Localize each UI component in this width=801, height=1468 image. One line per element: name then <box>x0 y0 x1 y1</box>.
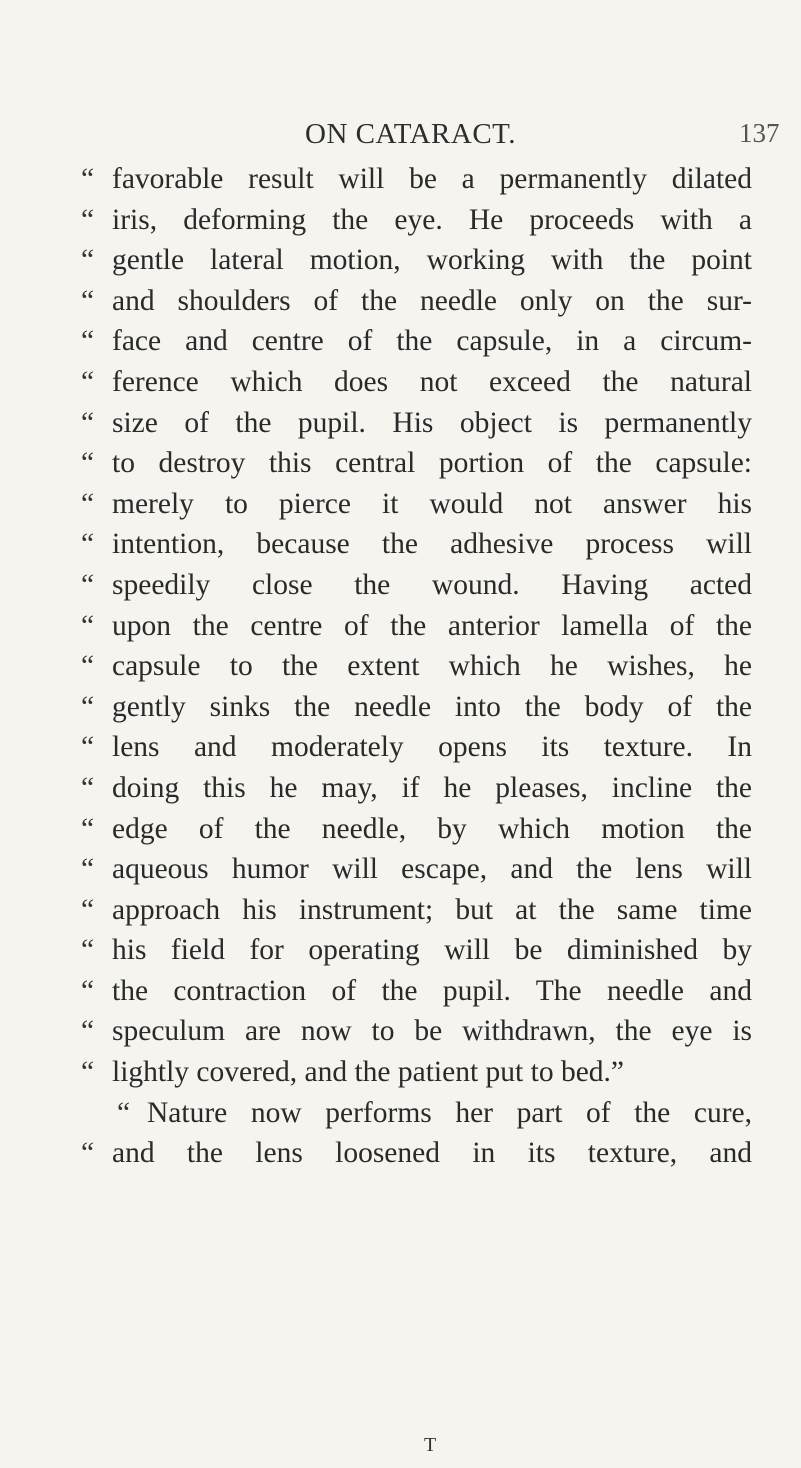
opening-quote-mark: “ <box>81 487 95 520</box>
line-text: his field for operating will be diminished by <box>112 934 752 967</box>
text-line <box>0 362 801 403</box>
signature-mark: T <box>424 1434 437 1456</box>
text-line <box>0 403 801 444</box>
opening-quote-mark: “ <box>81 974 95 1007</box>
page-title: ON CATARACT. <box>305 118 516 150</box>
line-text: size of the pupil. His object is permanently <box>112 406 752 439</box>
opening-quote-mark: “ <box>81 284 95 317</box>
line-text: gently sinks the needle into the body of the <box>112 690 752 723</box>
text-line <box>0 240 801 281</box>
text-line <box>0 281 801 322</box>
opening-quote-mark: “ <box>81 650 95 683</box>
line-text: and shoulders of the needle only on the sur- <box>112 284 752 317</box>
text-line <box>0 930 801 971</box>
text-line <box>0 727 801 768</box>
line-text: aqueous humor will escape, and the lens will <box>112 853 752 886</box>
text-line <box>0 443 801 484</box>
opening-quote-mark: “ <box>81 690 95 723</box>
text-line <box>0 971 801 1012</box>
opening-quote-mark: “ <box>81 853 95 886</box>
body-text <box>0 159 801 1174</box>
line-text: and the lens loosened in its texture, and <box>112 1137 752 1170</box>
opening-quote-mark: “ <box>81 731 95 764</box>
opening-quote-mark: “ <box>117 1096 131 1129</box>
opening-quote-mark: “ <box>81 1015 95 1048</box>
opening-quote-mark: “ <box>81 406 95 439</box>
opening-quote-mark: “ <box>81 528 95 561</box>
text-line <box>0 159 801 200</box>
text-line <box>0 606 801 647</box>
text-line <box>0 768 801 809</box>
opening-quote-mark: “ <box>81 812 95 845</box>
opening-quote-mark: “ <box>81 447 95 480</box>
line-text: face and centre of the capsule, in a circum- <box>112 325 752 358</box>
text-line <box>0 565 801 606</box>
text-line <box>0 1011 801 1052</box>
line-text: gentle lateral motion, working with the point <box>112 244 752 277</box>
text-line <box>0 687 801 728</box>
opening-quote-mark: “ <box>81 934 95 967</box>
opening-quote-mark: “ <box>81 1056 95 1089</box>
running-head <box>0 118 801 158</box>
line-text: doing this he may, if he pleases, incline the <box>112 771 752 804</box>
page-number: 137 <box>739 118 780 148</box>
text-line <box>0 1133 801 1174</box>
text-line <box>0 1052 801 1093</box>
line-text: iris, deforming the eye. He proceeds with a <box>112 203 752 236</box>
line-text: upon the centre of the anterior lamella of the <box>112 609 752 642</box>
line-text: lightly covered, and the patient put to bed.” <box>112 1056 625 1089</box>
opening-quote-mark: “ <box>81 325 95 358</box>
line-text: edge of the needle, by which motion the <box>112 812 752 845</box>
text-line <box>0 809 801 850</box>
text-line <box>0 524 801 565</box>
line-text: merely to pierce it would not answer his <box>112 487 752 520</box>
opening-quote-mark: “ <box>81 1137 95 1170</box>
line-text: Nature now performs her part of the cure, <box>147 1096 752 1129</box>
text-line <box>0 646 801 687</box>
text-line <box>0 200 801 241</box>
line-text: favorable result will be a permanently dilated <box>112 163 752 195</box>
opening-quote-mark: “ <box>81 893 95 926</box>
line-text: ference which does not exceed the natural <box>112 365 752 398</box>
text-line <box>0 484 801 525</box>
opening-quote-mark: “ <box>81 609 95 642</box>
text-line <box>0 321 801 362</box>
opening-quote-mark: “ <box>81 568 95 601</box>
line-text: lens and moderately opens its texture. In <box>112 731 752 764</box>
text-line <box>0 1093 801 1134</box>
line-text: the contraction of the pupil. The needle and <box>112 974 752 1007</box>
opening-quote-mark: “ <box>81 163 95 195</box>
text-line <box>0 890 801 931</box>
line-text: approach his instrument; but at the same time <box>112 893 752 926</box>
line-text: intention, because the adhesive process will <box>112 528 752 561</box>
opening-quote-mark: “ <box>81 365 95 398</box>
opening-quote-mark: “ <box>81 203 95 236</box>
line-text: speculum are now to be withdrawn, the eye is <box>112 1015 752 1048</box>
line-text: capsule to the extent which he wishes, he <box>112 650 752 683</box>
opening-quote-mark: “ <box>81 771 95 804</box>
line-text: speedily close the wound. Having acted <box>112 568 752 601</box>
line-text: to destroy this central portion of the capsule: <box>112 447 752 480</box>
text-line <box>0 849 801 890</box>
opening-quote-mark: “ <box>81 244 95 277</box>
